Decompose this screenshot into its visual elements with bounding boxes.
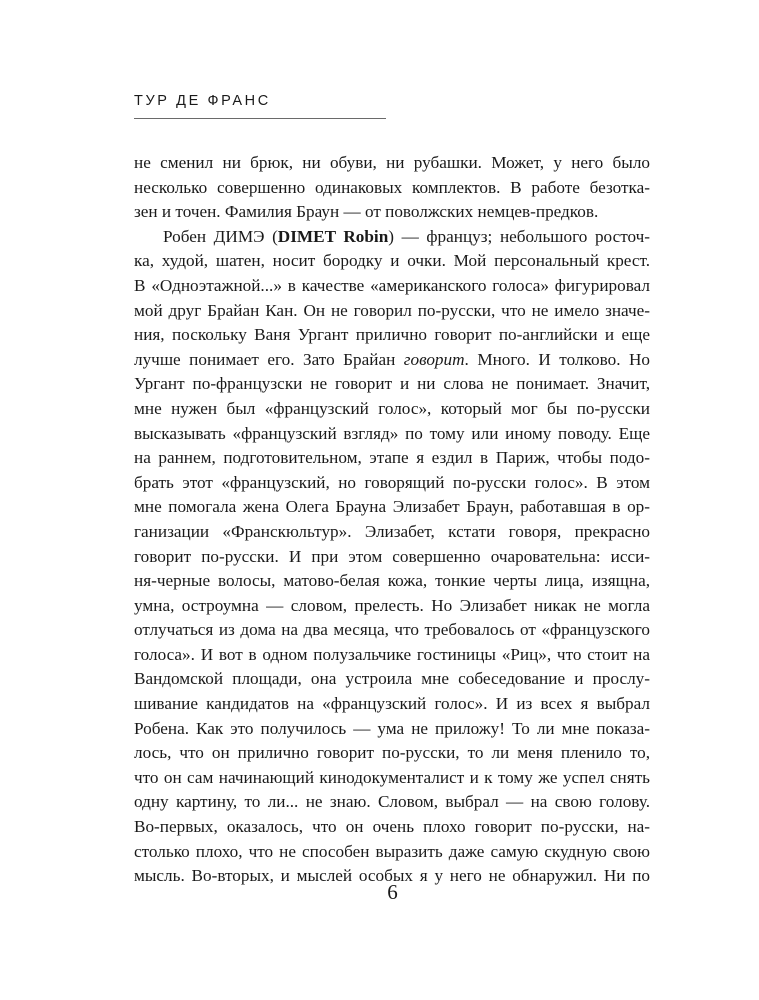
text-line: ня-черные волосы, матово-белая кожа, тонкие черты лица, изящна,	[134, 571, 650, 591]
text-line: умна, остроумна — словом, прелесть. Но Элизабет никак не могла	[134, 595, 650, 615]
text-line: говорит по-русски. И при этом совершенно очаровательна: исси-	[134, 546, 650, 566]
text-line: мой друг Брайан Кан. Он не говорил по-русски, что не имело значе-	[134, 300, 650, 320]
text-line: брать этот «французский, но говорящий по-русски голос». В этом	[134, 472, 650, 492]
text-line: В «Одноэтажной...» в качестве «американского голоса» фигурировал	[134, 275, 650, 295]
text-line: Во-первых, оказалось, что он очень плохо говорит по-русски, на-	[134, 817, 650, 837]
running-head-rule	[134, 118, 386, 119]
text-line: Робена. Как это получилось — ума не приложу! То ли мне показа-	[134, 718, 650, 738]
text-line: на раннем, подготовительном, этапе я ездил в Париж, чтобы подо-	[134, 448, 650, 468]
bold-name: DIMET Robin	[277, 226, 389, 246]
text-line: зен и точен. Фамилия Браун — от поволжских немцев-предков.	[134, 202, 599, 222]
text-line	[134, 348, 650, 373]
text-segment: Робен ДИМЭ (	[163, 226, 278, 246]
text-line	[134, 225, 650, 250]
text-line: мне нужен был «французский голос», который мог бы по-русски	[134, 398, 650, 418]
text-line: что он сам начинающий кинодокументалист и к тому же успел снять	[134, 767, 650, 787]
italic-word: говорит	[403, 349, 465, 369]
text-line: отлучаться из дома на два месяца, что требовалось от «французского	[134, 620, 650, 640]
text-line: шивание кандидатов на «французский голос». И из всех я выбрал	[134, 694, 650, 714]
running-head: ТУР ДЕ ФРАНС	[134, 93, 271, 109]
text-segment: . Много. И толково. Но	[464, 349, 650, 369]
text-segment: лучше понимает его. Зато Брайан	[134, 349, 404, 369]
text-segment: ) — француз; небольшого росточ-	[388, 226, 650, 246]
text-line: столько плохо, что не способен выразить даже самую скудную свою	[134, 841, 650, 861]
text-line: лось, что он прилично говорит по-русски, то ли меня пленило то,	[134, 743, 650, 763]
text-line: мне помогала жена Олега Брауна Элизабет Браун, работавшая в ор-	[134, 497, 650, 517]
text-line: ка, худой, шатен, носит бородку и очки. Мой персональный крест.	[134, 251, 650, 271]
text-line: несколько совершенно одинаковых комплектов. В работе безотка-	[134, 177, 650, 197]
text-line: высказывать «французский взгляд» по тому или иному поводу. Еще	[134, 423, 650, 443]
body-text	[134, 151, 650, 889]
text-line: не сменил ни брюк, ни обуви, ни рубашки. Может, у него было	[134, 153, 650, 172]
text-line: ния, поскольку Ваня Ургант прилично говорит по-английски и еще	[134, 325, 650, 345]
text-line: голоса». И вот в одном полузальчике гостиницы «Риц», что стоит на	[134, 644, 650, 664]
page-number: 6	[387, 880, 398, 904]
text-line: мысль. Во-вторых, и мыслей особых я у него не обнаружил. Ни по	[134, 866, 650, 886]
text-line: Ургант по-французски не говорит и ни слова не понимает. Значит,	[134, 374, 650, 394]
text-line: ганизации «Франскюльтур». Элизабет, кстати говоря, прекрасно	[134, 521, 650, 541]
text-line: одну картину, то ли... не знаю. Словом, выбрал — на свою голову.	[134, 792, 650, 812]
text-line: Вандомской площади, она устроила мне собеседование и прослу-	[134, 669, 650, 689]
